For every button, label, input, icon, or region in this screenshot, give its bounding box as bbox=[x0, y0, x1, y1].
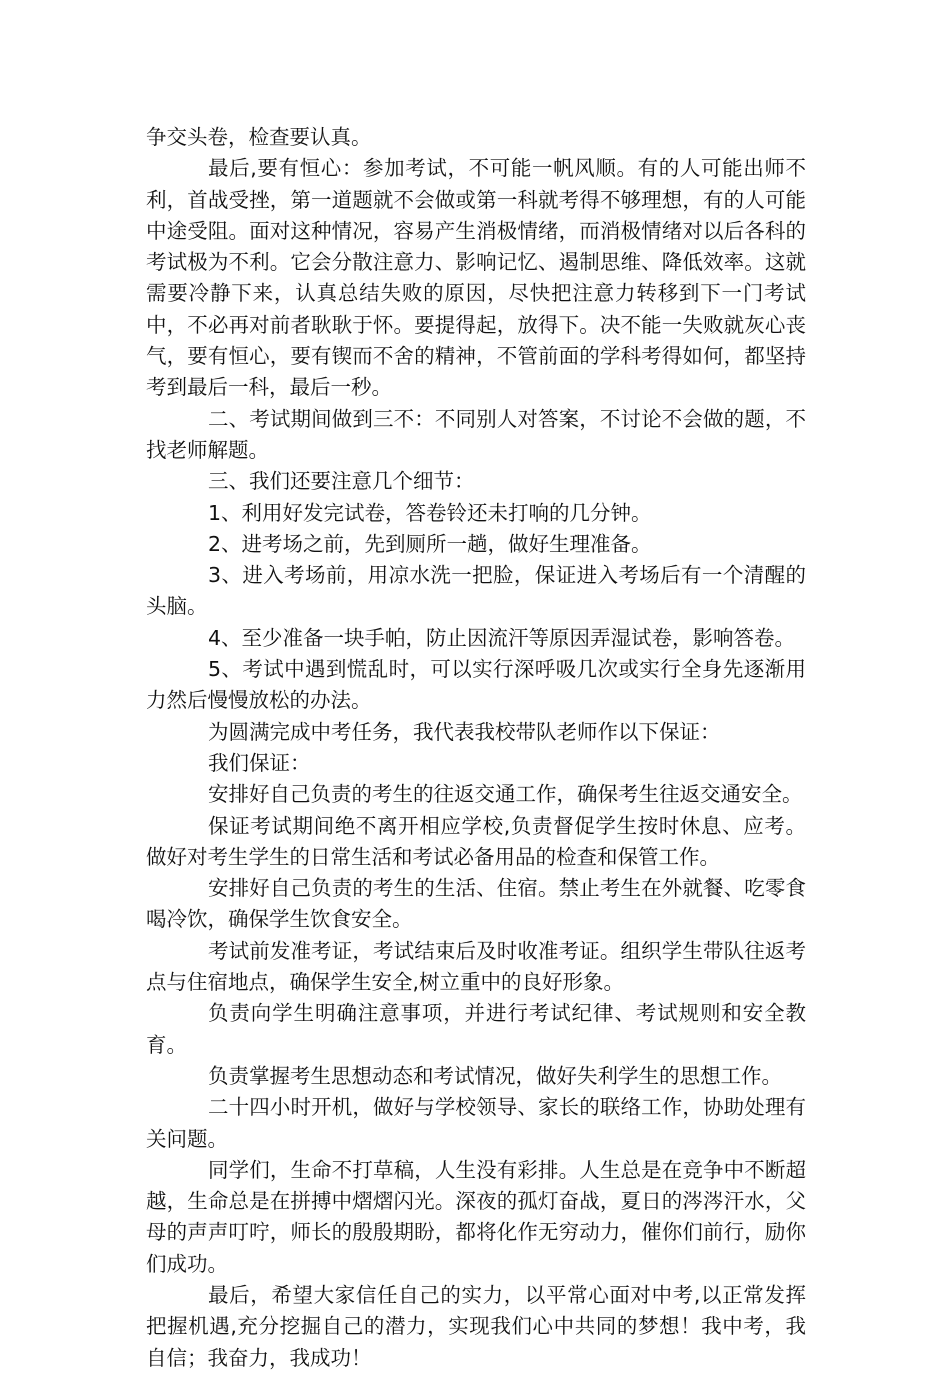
paragraph-pledge-intro: 为圆满完成中考任务，我代表我校带队老师作以下保证： bbox=[208, 719, 721, 744]
paragraph-we-pledge: 我们保证： bbox=[208, 750, 311, 775]
paragraph-perseverance: 最后,要有恒心：参加考试，不可能一帆风顺。有的人可能出师不利，首战受挫，第一道题就不会做或第一科就考得不够理想，有的人可能中途受阻。面对这种情况，容易产生消极情绪，而消极情绪对以后各科的考试极为不利。它会分散注意力、影响记忆、遏制思维、降低效率。这就需要冷静下来，认真总结失败的原因，尽快把注意力转移到下一门考试中，不必再对前者耿耿于怀。要提得起，放得下。决不能一失败就灰心丧气，要有恒心，要有锲而不舍的精神，不管前面的学科考得如何，都坚持考到最后一科，最后一秒。 bbox=[146, 156, 806, 400]
pledge-item-admission-ticket: 考试前发准考证，考试结束后及时收准考证。组织学生带队往返考点与住宿地点，确保学生安全,树立重中的良好形象。 bbox=[146, 938, 806, 995]
paragraph-details-heading: 三、我们还要注意几个细节： bbox=[208, 469, 475, 494]
paragraph-continuation: 争交头卷，检查要认真。 bbox=[146, 125, 372, 149]
pledge-item-education: 负责向学生明确注意事项，并进行考试纪律、考试规则和安全教育。 bbox=[146, 1001, 806, 1057]
paragraph-three-dont: 二、考试期间做到三不：不同别人对答案，不讨论不会做的题，不找老师解题。 bbox=[146, 406, 806, 462]
list-item-detail-3: 3、进入考场前，用凉水洗一把脸，保证进入考场后有一个清醒的头脑。 bbox=[146, 563, 806, 619]
list-item-detail-2: 2、进考场之前，先到厕所一趟，做好生理准备。 bbox=[208, 531, 652, 556]
list-item-detail-1: 1、利用好发完试卷，答卷铃还未打响的几分钟。 bbox=[208, 500, 652, 525]
list-item-detail-5: 5、考试中遇到慌乱时，可以实行深呼吸几次或实行全身先逐渐用力然后慢慢放松的办法。 bbox=[146, 657, 806, 713]
list-item-detail-4: 4、至少准备一块手帕，防止因流汗等原因弄湿试卷，影响答卷。 bbox=[208, 625, 796, 650]
pledge-item-contact: 二十四小时开机，做好与学校领导、家长的联络工作，协助处理有关问题。 bbox=[146, 1095, 806, 1151]
pledge-item-transport: 安排好自己负责的考生的往返交通工作，确保考生往返交通安全。 bbox=[208, 782, 803, 807]
paragraph-closing: 最后，希望大家信任自己的实力，以平常心面对中考,以正常发挥把握机遇,充分挖掘自己的潜力，实现我们心中共同的梦想！我中考，我自信；我奋力，我成功！ bbox=[146, 1282, 806, 1370]
paragraph-encouragement: 同学们，生命不打草稿，人生没有彩排。人生总是在竞争中不断超越，生命总是在拼搏中熠熠闪光。深夜的孤灯奋战，夏日的涔涔汗水，父母的声声叮咛，师长的殷殷期盼，都将化作无穷动力，催你们前行，励你们成功。 bbox=[146, 1157, 806, 1276]
pledge-item-supervision: 保证考试期间绝不离开相应学校,负责督促学生按时休息、应考。做好对考生学生的日常生活和考试必备用品的检查和保管工作。 bbox=[146, 813, 806, 869]
pledge-item-mindset: 负责掌握考生思想动态和考试情况，做好失利学生的思想工作。 bbox=[208, 1063, 782, 1088]
pledge-item-lodging: 安排好自己负责的考生的生活、住宿。禁止考生在外就餐、吃零食喝冷饮，确保学生饮食安全。 bbox=[146, 876, 806, 932]
document-body bbox=[146, 122, 806, 1374]
